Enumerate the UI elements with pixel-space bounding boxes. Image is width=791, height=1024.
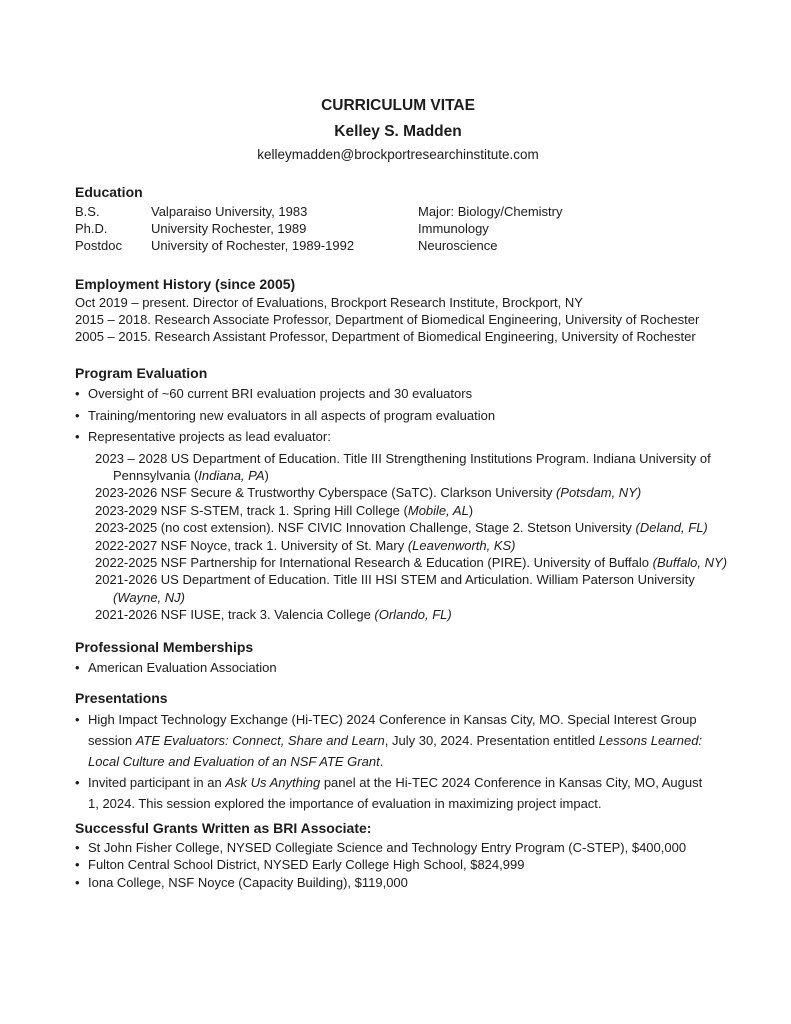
bullet-item: [75, 407, 721, 424]
grant-item: [75, 874, 721, 892]
bullet-icon: •: [75, 839, 80, 855]
employment-list: [75, 294, 721, 345]
degree-cell: B.S.: [75, 204, 100, 219]
bullet-icon: •: [75, 711, 80, 727]
project-list: [75, 450, 728, 624]
presentation-line: 1, 2024. This session explored the importance of evaluation in maximizing project impact.: [88, 795, 602, 811]
project-line: 2023-2029 NSF S-STEM, track 1. Spring Hill College (Mobile, AL): [95, 502, 474, 518]
bullet-icon: •: [75, 874, 80, 890]
bullet-icon: •: [75, 659, 80, 675]
employment-line: Oct 2019 – present. Director of Evaluations, Brockport Research Institute, Brockport, NY: [75, 295, 583, 310]
bullet-text: Oversight of ~60 current BRI evaluation projects and 30 evaluators: [88, 386, 473, 401]
education-heading: Education: [75, 184, 143, 200]
program-evaluation-bullets: [75, 385, 721, 445]
bullet-item: [75, 385, 721, 402]
grant-item: [75, 839, 721, 857]
employment-heading: Employment History (since 2005): [75, 276, 296, 292]
document-title: CURRICULUM VITAE: [321, 97, 475, 114]
grant-item: [75, 856, 721, 874]
presentation-line: session ATE Evaluators: Connect, Share and Learn, July 30, 2024. Presentation entitled Lessons Learned:: [88, 732, 703, 748]
program-evaluation-heading: Program Evaluation: [75, 365, 208, 381]
bullet-text: American Evaluation Association: [88, 659, 277, 675]
section-presentations: [75, 689, 721, 814]
institution-cell: University of Rochester, 1989-1992: [151, 238, 355, 253]
section-memberships: [75, 638, 721, 676]
presentations-list: [75, 709, 721, 814]
bullet-item: [75, 428, 721, 445]
presentation-line: High Impact Technology Exchange (Hi-TEC) 2024 Conference in Kansas City, MO. Special Interest Group: [88, 711, 697, 727]
presentation-item: [75, 709, 721, 772]
presentation-line: Local Culture and Evaluation of an NSF ATE Grant.: [88, 753, 384, 769]
project-line: 2021-2026 NSF IUSE, track 3. Valencia College (Orlando, FL): [95, 607, 452, 623]
cv-header: [75, 96, 721, 164]
bullet-icon: •: [75, 386, 80, 401]
field-cell: Immunology: [418, 221, 489, 236]
project-line-continuation: (Wayne, NJ): [113, 589, 185, 605]
institution-cell: Valparaiso University, 1983: [151, 204, 308, 219]
section-education: [75, 183, 721, 254]
presentations-heading: Presentations: [75, 689, 168, 706]
section-program-evaluation: [75, 364, 728, 624]
project-line: 2023 – 2028 US Department of Education. Title III Strengthening Institutions Program. Indiana University of: [95, 450, 711, 466]
presentation-text: [88, 709, 702, 772]
grant-text: St John Fisher College, NYSED Collegiate Science and Technology Entry Program (C-STEP), $400,000: [88, 839, 687, 855]
presentation-line: Invited participant in an Ask Us Anything panel at the Hi-TEC 2024 Conference in Kansas City, MO, August: [88, 774, 703, 790]
presentation-text: [88, 772, 702, 814]
memberships-heading: Professional Memberships: [75, 638, 254, 655]
institution-cell: University Rochester, 1989: [151, 221, 307, 236]
project-line: 2023-2026 NSF Secure & Trustworthy Cyberspace (SaTC). Clarkson University (Potsdam, NY): [95, 485, 642, 501]
section-employment: [75, 275, 721, 345]
grants-list: [75, 839, 721, 892]
degree-cell: Postdoc: [75, 238, 122, 253]
field-cell: Major: Biology/Chemistry: [418, 204, 563, 219]
presentation-item: [75, 772, 721, 814]
bullet-text: Representative projects as lead evaluator:: [88, 429, 331, 444]
project-line: 2022-2025 NSF Partnership for International Research & Education (PIRE). University of Buffalo (Buffalo, NY): [95, 554, 728, 570]
grants-heading: Successful Grants Written as BRI Associate:: [75, 819, 372, 836]
project-line: 2023-2025 (no cost extension). NSF CIVIC Innovation Challenge, Stage 2. Stetson University (Deland, FL): [95, 520, 708, 536]
grant-text: Fulton Central School District, NYSED Early College High School, $824,999: [88, 857, 525, 873]
bullet-item: [75, 659, 721, 676]
employment-line: 2005 – 2015. Research Assistant Professor, Department of Biomedical Engineering, University of Rochester: [75, 329, 696, 344]
project-line: 2021-2026 US Department of Education. Title III HSI STEM and Articulation. William Paterson University: [95, 572, 695, 588]
education-table: [75, 203, 721, 254]
project-line: 2022-2027 NSF Noyce, track 1. University of St. Mary (Leavenworth, KS): [95, 537, 516, 553]
person-name: Kelley S. Madden: [334, 123, 462, 140]
bullet-icon: •: [75, 429, 80, 444]
memberships-list: [75, 659, 721, 676]
degree-cell: Ph.D.: [75, 221, 108, 236]
bullet-icon: •: [75, 774, 80, 790]
field-cell: Neuroscience: [418, 238, 498, 253]
section-grants: [75, 819, 721, 892]
bullet-icon: •: [75, 857, 80, 873]
project-line-continuation: Pennsylvania (Indiana, PA): [113, 467, 269, 483]
bullet-icon: •: [75, 407, 80, 423]
grant-text: Iona College, NSF Noyce (Capacity Building), $119,000: [88, 874, 408, 890]
email-address: kelleymadden@brockportresearchinstitute.com: [257, 147, 539, 162]
bullet-text: Training/mentoring new evaluators in all aspects of program evaluation: [88, 407, 496, 423]
employment-line: 2015 – 2018. Research Associate Professor, Department of Biomedical Engineering, University of Rochester: [75, 312, 700, 327]
